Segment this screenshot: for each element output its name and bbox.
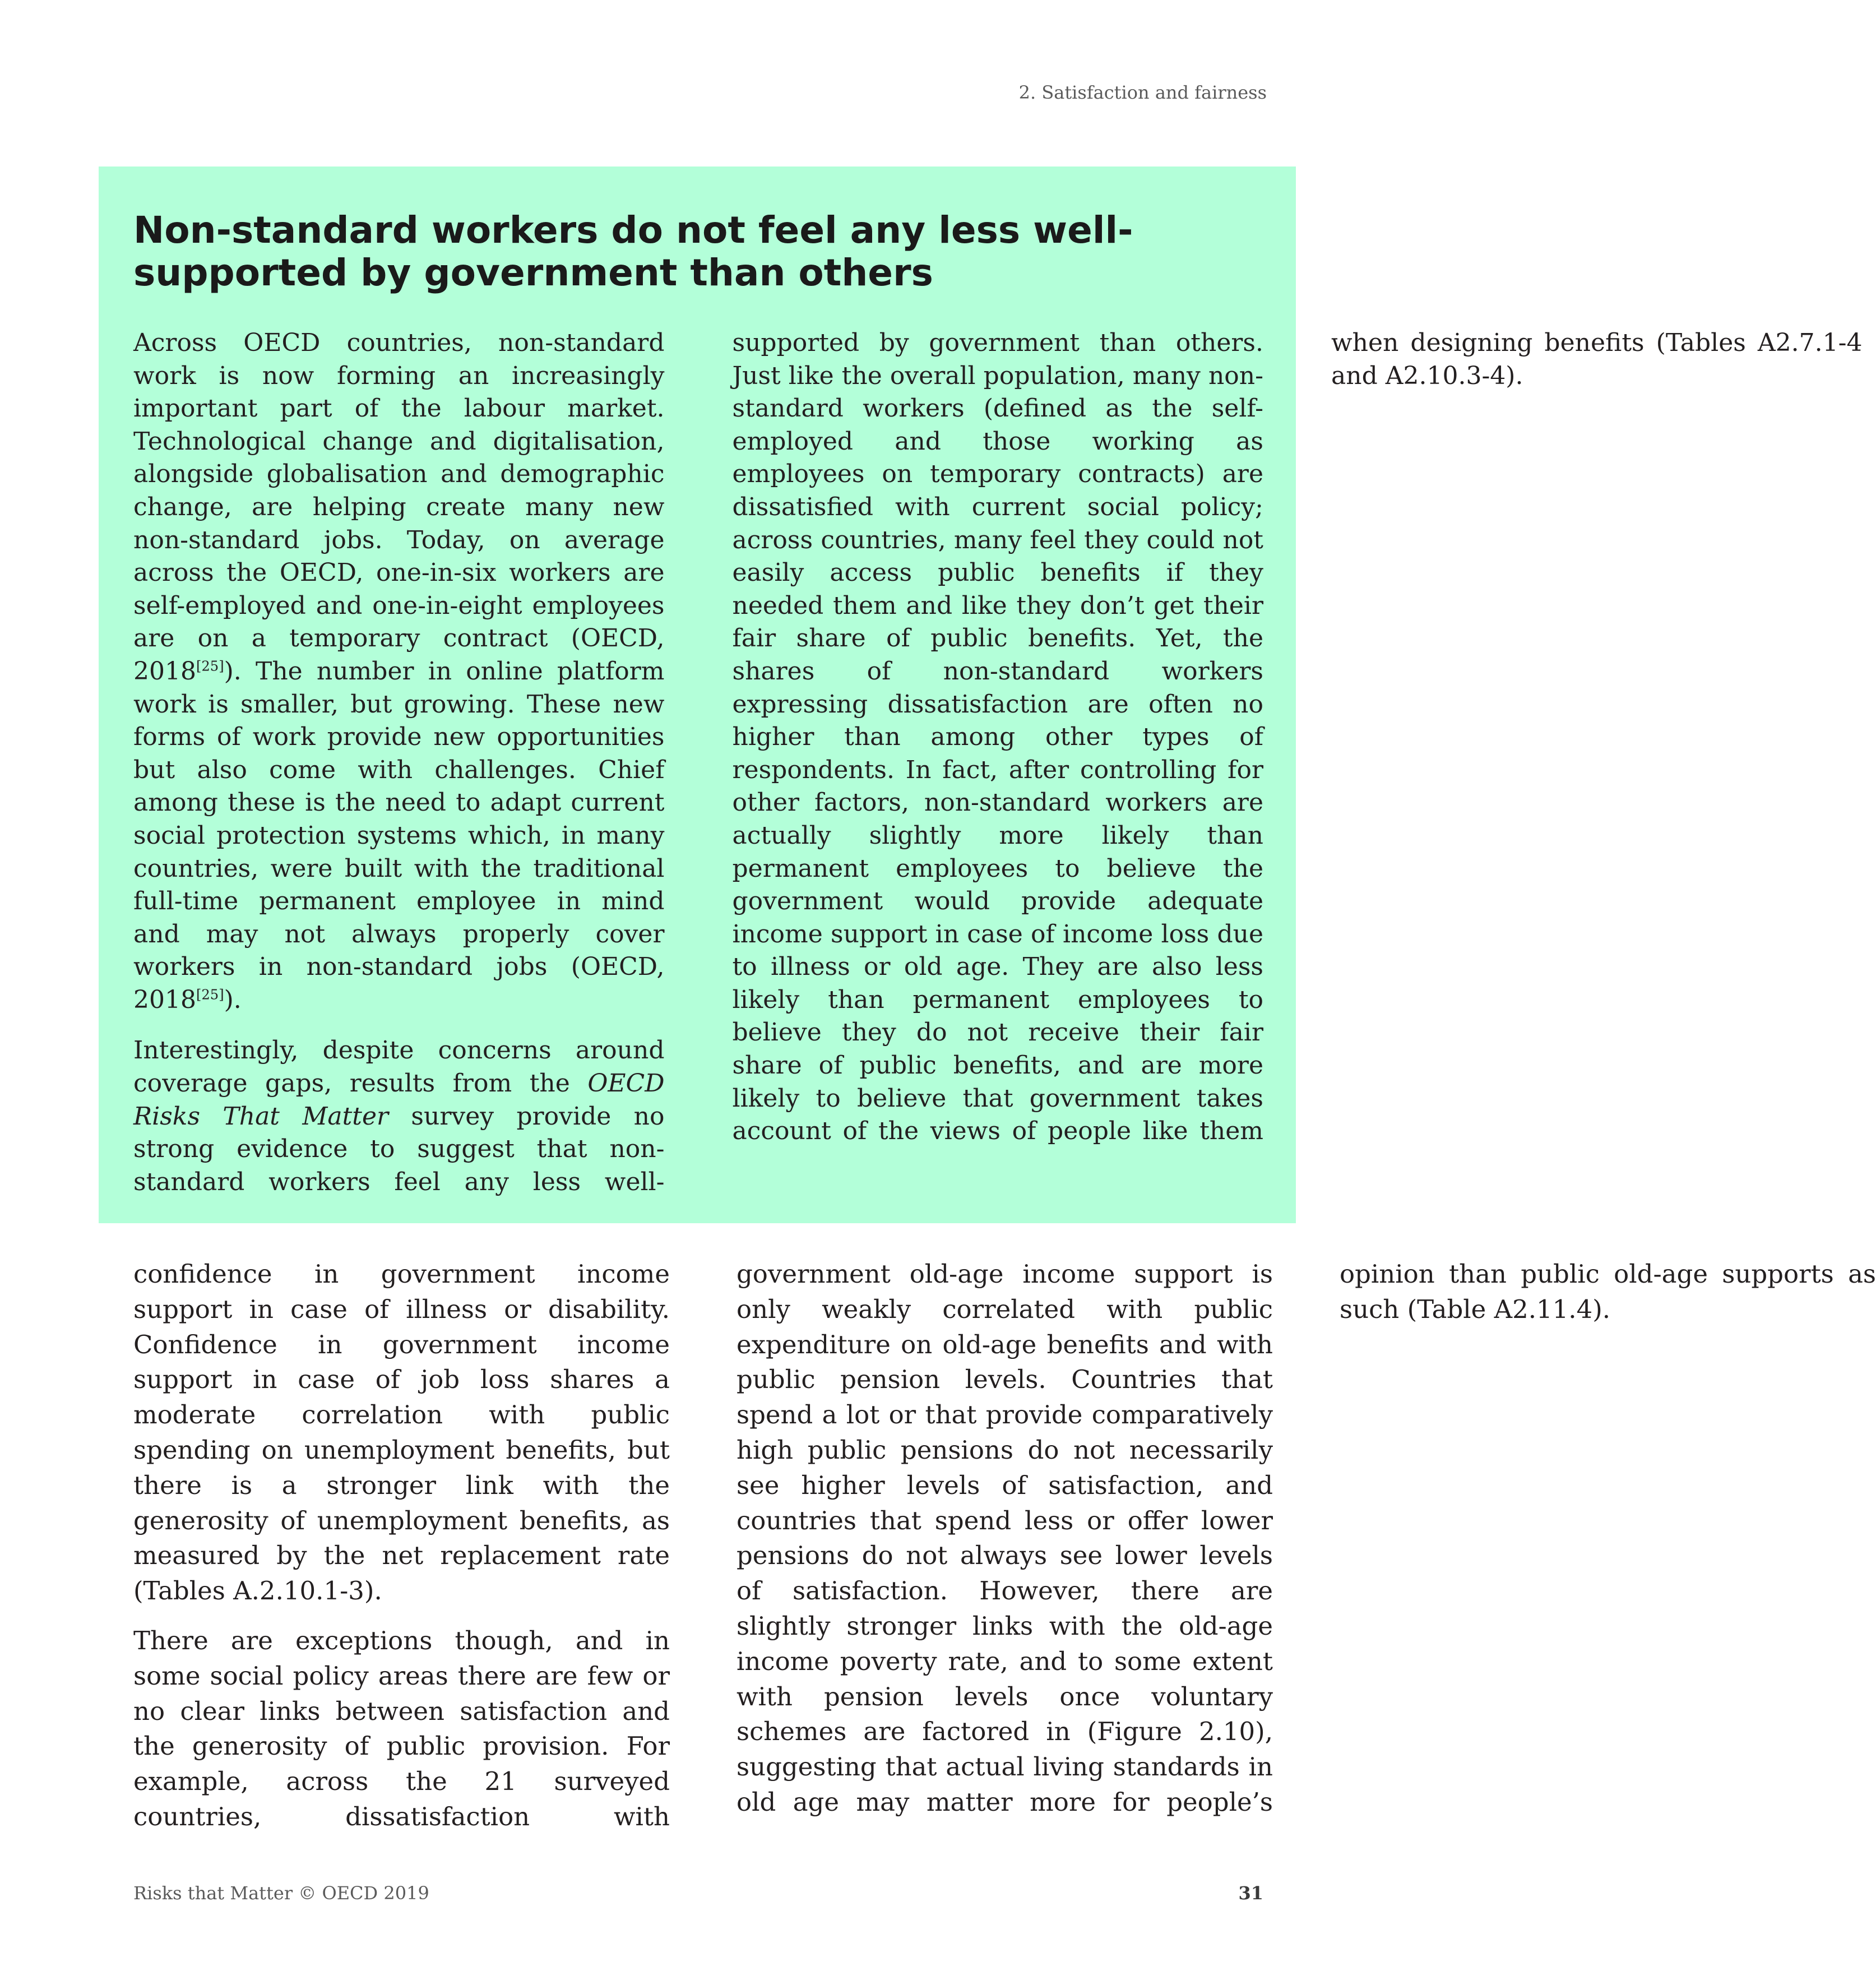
highlight-box	[99, 166, 1863, 1223]
box-title: Non-standard workers do not feel any less well-supported by government than others	[133, 209, 1133, 294]
box-paragraph-2-part-a: Interestingly, despite concerns around coverage gaps, results from the	[133, 1036, 665, 1098]
box-column-left	[133, 327, 1863, 1201]
box-paragraph-1	[133, 327, 665, 1016]
reference-marker: [25]	[196, 658, 224, 674]
box-paragraph-1-part-c: ).	[224, 985, 242, 1014]
footer-source: Risks that Matter © OECD 2019	[133, 1882, 429, 1904]
running-head: 2. Satisfaction and fairness	[1018, 82, 1267, 103]
body-paragraph-1: confidence in government income support in case of illness or disability. Confidence in government income support in case of job loss shares a moderate correlation with public spending on unemployment benefits, but there is a stronger link with the generosity of unemployment benefits, as measured by the net replacement rate (Tables A.2.10.1-3).	[133, 1259, 670, 1606]
box-paragraph-1-part-b: ). The number in online platform work is smaller, but growing. These new forms of work provide new opportunities but also come with challenges. Chief among these is the need to adapt current social protection systems which, in many countries, were built with the traditional full-time permanent employee in mind and may not always properly cover workers in non-standard jobs (OECD, 2018	[133, 656, 665, 1014]
reference-marker: [25]	[196, 987, 224, 1003]
survey-name: OECD Risks That Matter	[133, 1069, 665, 1131]
box-paragraph-2-part-b: survey provide no strong evidence to suggest that non-standard workers feel any less well-supported by government than others. Just like the overall population, many non-standard workers (defined as the self-employed and those working as employees on temporary contracts) are dissatisfied with current social policy; across countries, many feel they could not easily access public benefits if they needed them and like they don’t get their fair share of public benefits. Yet, the shares of non-standard workers expressing dissatisfaction are often no higher than among other types of respondents. In fact, after controlling for other factors, non-standard workers are actually slightly more likely than permanent employees to believe the government would provide adequate income support in case of income loss due to illness or old age. They are also less likely than permanent employees to believe they do not receive their fair share of public benefits, and are more likely to believe that government takes account of the views of people like them when designing benefits (Tables A2.7.1-4 and A2.10.3-4).	[133, 329, 1863, 1196]
body-column-left	[133, 1257, 1876, 1857]
page-number: 31	[1238, 1882, 1263, 1904]
box-paragraph-1-part-a: Across OECD countries, non-standard work is now forming an increasingly important part of the labour market. Technological change and digitalisation, alongside globalisation and demographic change, are helping create many new non-standard jobs. Today, on average across the OECD, one-in-six workers are self-employed and one-in-eight employees are on a temporary contract (OECD, 2018	[133, 329, 665, 686]
body-paragraph-2: There are exceptions though, and in some social policy areas there are few or no clear links between satisfaction and the generosity of public provision. For example, across the 21 surveyed countries, dissatisfaction with government old-age income support is only weakly correlated with public expenditure on old-age benefits and with public pension levels. Countries that spend a lot or that provide comparatively high public pensions do not necessarily see higher levels of satisfaction, and countries that spend less or offer lower pensions do not always see lower levels of satisfaction. However, there are slightly stronger links with the old-age income poverty rate, and to some extent with pension levels once voluntary schemes are factored in (Figure 2.10), suggesting that actual living standards in old age may matter more for people’s opinion than public old-age supports as such (Table A2.11.4).	[133, 1259, 1876, 1831]
